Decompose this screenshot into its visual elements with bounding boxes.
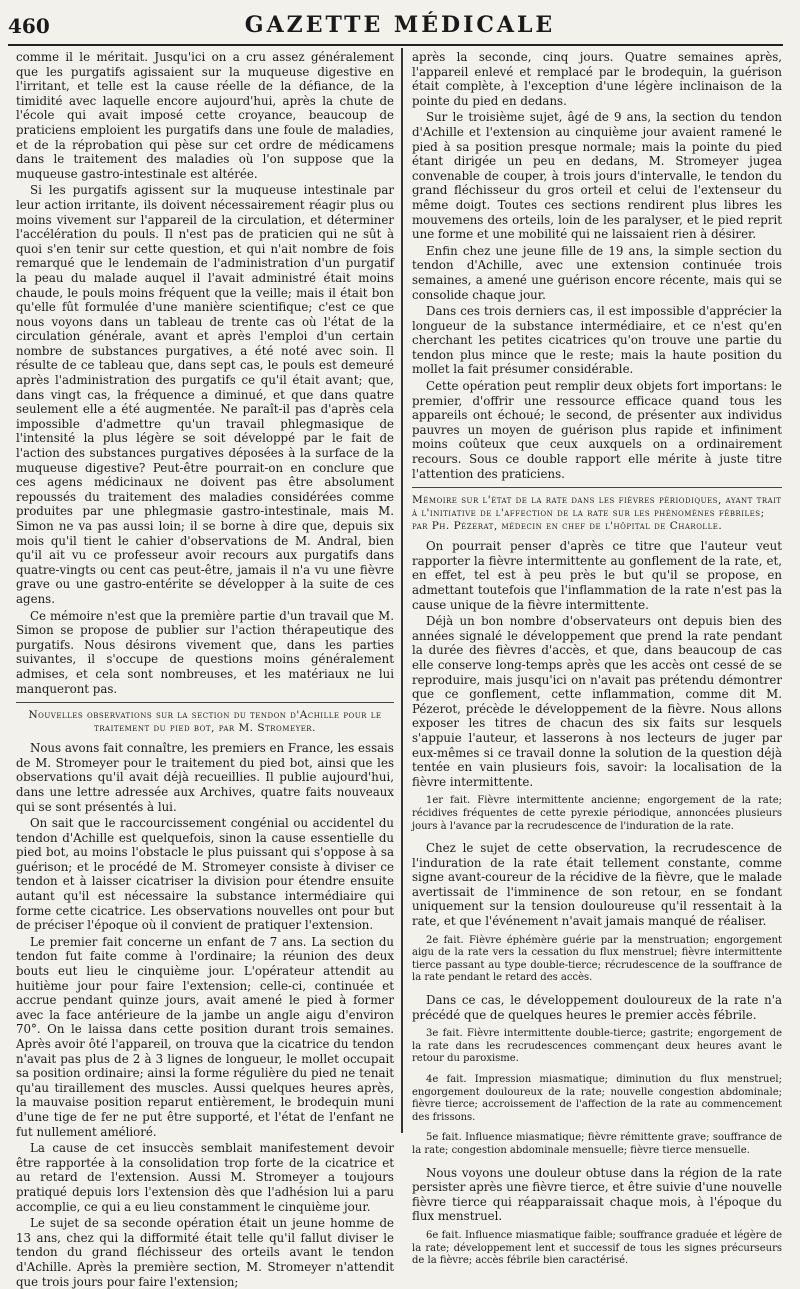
case-summary: 6e fait. Influence miasmatique faible; souffrance graduée et légère de la rate; développement lent et successif de tous les signes précurseurs de la fièvre; accès fébrile bien caractérisé.: [412, 1229, 782, 1267]
section-rule: [412, 487, 782, 488]
paragraph: Cette opération peut remplir deux objets fort importans: le premier, d'offrir une ressource efficace quand tous les appareils ont échoué; le second, de présenter aux individus pauvres un moyen de guérison plus rapide et infiniment moins coûteux que ceux auxquels on a ordinairement recours. Sous ce double rapport elle mérite à juste titre l'attention des praticiens.: [412, 379, 782, 481]
paragraph: Si les purgatifs agissent sur la muqueuse intestinale par leur action irritante, ils doivent nécessairement réagir plus ou moins vivement sur l'appareil de la circulation, et déterminer l'accélération du pouls. Il n'est pas de praticien qui ne sût à quoi s'en tenir sur cette question, et qui n'ait nombre de fois remarqué que le lendemain de l'administration d'un purgatif la peau du malade auquel il l'avait administré était moins chaude, le pouls moins fréquent que la veille; mais il était bon qu'elle fût formulée d'une manière scientifique; c'est ce que nous voyons dans un tableau de trente cas où l'état de la circulation générale, avant et après l'emploi d'un certain nombre de substances purgatives, a été noté avec soin. Il résulte de ce tableau que, dans sept cas, le pouls est demeuré après l'administration des purgatifs ce qu'il était avant; que, dans vingt cas, la fréquence a diminué, et que dans quatre seulement elle a été augmentée. Ne paraît-il pas d'après cela impossible d'admettre qu'un travail phlegmasique de l'intensité la plus légère se soit développé par le fait de l'action des substances purgatives déposées à la surface de la muqueuse digestive? Peut-être pourrait-on en conclure que ces agens médicinaux ne doivent pas être absolument repoussés du traitement des maladies considérées comme produites par une phlegmasie gastro-intestinale, mais M. Simon ne va pas aussi loin; il se borne à dire que, depuis six mois qu'il tient le cahier d'observations de M. Andral, bien qu'il ait vu ce professeur avoir recours aux purgatifs dans quatre-vingts ou cent cas peut-être, jamais il n'a vu une fièvre grave ou une gastro-entérite se développer à la suite de ces agens.: [16, 183, 394, 606]
section-rule: [16, 702, 394, 703]
right-column: [412, 50, 782, 1267]
paragraph: On pourrait penser d'après ce titre que l'auteur veut rapporter la fièvre intermittente au gonflement de la rate, et, en effet, tel est à peu près le but qu'il se propose, en admettant toutefois que l'inflammation de la rate n'est pas la cause unique de la fièvre intermittente.: [412, 539, 782, 612]
paragraph: après la seconde, cinq jours. Quatre semaines après, l'appareil enlevé et remplacé par le brodequin, la guérison était complète, à l'exception d'une légère inclinaison de la pointe du pied en dedans.: [412, 50, 782, 108]
paragraph: Le premier fait concerne un enfant de 7 ans. La section du tendon fut faite comme à l'ordinaire; la réunion des deux bouts eut lieu le cinquième jour. L'opérateur attendit au huitième jour pour faire l'extension; celle-ci, continuée et accrue pendant quinze jours, avait amené le pied à former avec la face antérieure de la jambe un angle aigu d'environ 70°. On le laissa dans cette position durant trois semaines. Après avoir ôté l'appareil, on trouva que la cicatrice du tendon n'avait pas plus de 2 à 3 lignes de longueur, le mollet occupait sa position ordinaire; ainsi la forme régulière du pied ne tenait qu'au tiraillement des muscles. Aussi quelques heures après, la mauvaise position reparut entièrement, le brodequin muni d'une tige de fer ne put être supporté, et l'état de l'enfant ne fut nullement amélioré.: [16, 934, 394, 1139]
paragraph: La cause de cet insuccès semblait manifestement devoir être rapportée à la consolidation trop forte de la cicatrice et au retard de l'extension. Aussi M. Stromeyer a toujours pratiqué depuis lors l'extension dès que l'adhésion lui a paru accomplie, ce qui a eu lieu constamment le cinquième jour.: [16, 1141, 394, 1214]
paragraph: Déjà un bon nombre d'observateurs ont depuis bien des années signalé le développement que prend la rate pendant la durée des fièvres d'accès, et que, dans beaucoup de cas elle conserve long-temps après que les accès ont cessé de se reproduire, mais jusqu'ici on n'avait pas prétendu démontrer que ce gonflement, cette inflammation, comme dit M. Pézerot, précède le développement de la fièvre. Nous allons exposer les titres de chacun des six faits sur lesquels s'appuie l'auteur, et lasserons à nos lecteurs de juger par eux-mêmes si ce travail donne la solution de la question déjà tentée en vain plusieurs fois, savoir: la localisation de la fièvre intermittente.: [412, 614, 782, 789]
case-summary: 4e fait. Impression miasmatique; diminution du flux menstruel; engorgement douloureux de la rate; nouvelle congestion abdominale; fièvre tierce; accroissement de l'affection de la rate au commencement des frissons.: [412, 1074, 782, 1123]
case-summary: 1er fait. Fièvre intermittente ancienne; engorgement de la rate; récidives fréquentes de cette pyrexie périodique, annoncées plusieurs jours à l'avance par la recrudescence de l'induration de la rate.: [412, 795, 782, 832]
left-column: [16, 50, 394, 1289]
header-rule: [8, 44, 783, 46]
page-number: 460: [8, 14, 50, 38]
paragraph: Nous avons fait connaître, les premiers en France, les essais de M. Stromeyer pour le traitement du pied bot, ainsi que les observations qu'il avait déjà recueillies. Il publie aujourd'hui, dans une lettre adressée aux Archives, quatre faits nouveaux qui se sont présentés à lui.: [16, 741, 394, 814]
paragraph: Chez le sujet de cette observation, la recrudescence de l'induration de la rate était tellement constante, comme signe avant-coureur de la récidive de la fièvre, que le malade avertissait de l'imminence de son retour, en se fondant uniquement sur la tension douloureuse qu'il ressentait à la rate, et que l'événement n'avait jamais manqué de réaliser.: [412, 841, 782, 929]
paragraph: Dans ce cas, le développement douloureux de la rate n'a précédé que de quelques heures le premier accès fébrile.: [412, 993, 782, 1022]
paragraph: Enfin chez une jeune fille de 19 ans, la simple section du tendon d'Achille, avec une extension continuée trois semaines, a amené une guérison encore récente, mais qui se consolide chaque jour.: [412, 243, 782, 302]
paragraph: Nous voyons une douleur obtuse dans la région de la rate persister après une fièvre tierce, et être suivie d'une nouvelle fièvre tierce qui réapparaissait chaque mois, à l'époque du flux menstruel.: [412, 1165, 782, 1224]
paragraph: comme il le méritait. Jusqu'ici on a cru assez généralement que les purgatifs agissaient sur la muqueuse digestive en l'irritant, et telle est la cause réelle de la défiance, de la timidité avec laquelle encore aujourd'hui, après la chute de l'école qui avait imposé cette croyance, beaucoup de praticiens emploient les purgatifs dans une foule de maladies, et de la réprobation qui pèse sur cet ordre de médicamens dans le traitement des maladies où l'on suppose que la muqueuse gastro-intestinale est altérée.: [16, 50, 394, 181]
case-summary: 3e fait. Fièvre intermittente double-tierce; gastrite; engorgement de la rate dans les recrudescences commençant deux heures avant le retour du paroxisme.: [412, 1028, 782, 1065]
paragraph: Sur le troisième sujet, âgé de 9 ans, la section du tendon d'Achille et l'extension au cinquième jour avaient ramené le pied à sa position presque normale; mais la pointe du pied étant dirigée un peu en dedans, M. Stromeyer jugea convenable de couper, à trois jours d'intervalle, le tendon du grand fléchisseur du gros orteil et celui de l'extenseur du même doigt. Toutes ces sections rendirent plus libres les mouvemens des orteils, loin de les paralyser, et le pied reprit une forme et une mobilité qui ne laissaient rien à désirer.: [412, 110, 782, 242]
paragraph: Ce mémoire n'est que la première partie d'un travail que M. Simon se propose de publier sur l'action thérapeutique des purgatifs. Nous désirons vivement que, dans les parties suivantes, il s'occupe de questions moins généralement admises, et cela sont nombreuses, et les matériaux ne lui manqueront pas.: [16, 608, 394, 696]
journal-title: GAZETTE MÉDICALE: [244, 12, 556, 38]
paragraph: Le sujet de sa seconde opération était un jeune homme de 13 ans, chez qui la difformité était telle qu'il fallut diviser le tendon du grand fléchisseur des orteils avant le tendon d'Achille. Après la première section, M. Stromeyer n'attendit que trois jours pour faire l'extension;: [16, 1216, 394, 1289]
case-summary: 5e fait. Influence miasmatique; fièvre rémittente grave; souffrance de la rate; congestion abdominale mensuelle; fièvre tierce mensuelle.: [412, 1132, 782, 1156]
paragraph: Dans ces trois derniers cas, il est impossible d'apprécier la longueur de la substance intermédiaire, et ce n'est qu'en cherchant les petites cicatrices qu'on trouve une partie du tendon plus mince que le reste; mais la haute position du mollet la fait présumer considérable.: [412, 304, 782, 377]
column-divider: [401, 48, 403, 1133]
section-heading: Mémoire sur l'état de la rate dans les fièvres périodiques, ayant trait à l'initiative de l'affection de la rate sur les phénomènes fébriles; par Ph. Pézerat, médecin en chef de l'hôpital de Charolle.: [412, 494, 782, 533]
page-header: [0, 0, 800, 46]
paragraph: On sait que le raccourcissement congénial ou accidentel du tendon d'Achille est quelquefois, sinon la cause essentielle du pied bot, au moins l'obstacle le plus puissant qui s'oppose à sa guérison; et le procédé de M. Stromeyer consiste à diviser ce tendon et à laisser cicatriser la division pour étendre ensuite autant qu'il est nécessaire la substance intermédiaire qui forme cette cicatrice. Les observations nouvelles ont pour but de préciser l'époque où il convient de pratiquer l'extension.: [16, 816, 394, 933]
case-summary: 2e fait. Fièvre éphémère guérie par la menstruation; engorgement aigu de la rate vers la cessation du flux menstruel; fièvre intermittente tierce passant au type double-tierce; récrudescence de la souffrance de la rate pendant le retard des accès.: [412, 934, 782, 984]
section-heading: Nouvelles observations sur la section du tendon d'Achille pour le traitement du pied bot, par M. Stromeyer.: [28, 709, 382, 735]
